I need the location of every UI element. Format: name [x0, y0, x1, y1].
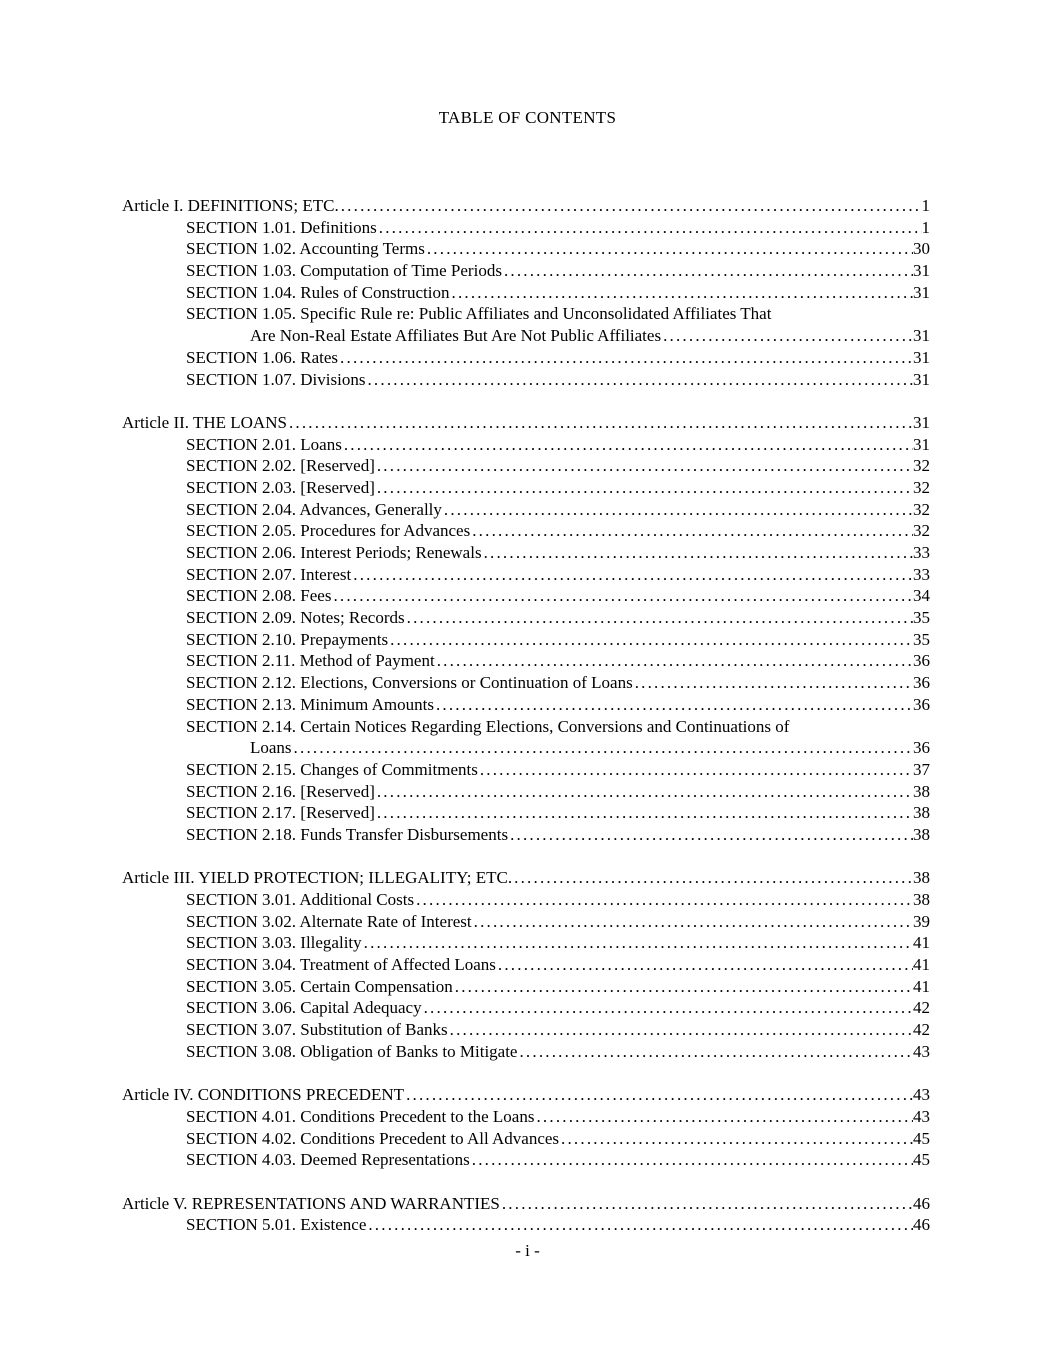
toc-entry-label: SECTION 3.04. Treatment of Affected Loans [186, 955, 496, 975]
toc-entry-label: Article I. DEFINITIONS; ETC. [122, 196, 339, 215]
toc-section-entry [122, 520, 930, 542]
toc-section-entry [122, 260, 930, 282]
toc-section-entry [122, 824, 930, 846]
toc-entry-page: 43 [913, 1041, 930, 1061]
toc-section-entry [122, 911, 930, 933]
toc-entry-label: SECTION 4.03. Deemed Representations [186, 1150, 470, 1170]
toc-section-entry [122, 1214, 930, 1236]
toc-entry-page: 32 [913, 456, 930, 476]
toc-entry-label: SECTION 2.15. Changes of Commitments [186, 759, 478, 779]
dot-leader [512, 867, 913, 889]
toc-entry-label: SECTION 1.03. Computation of Time Periods [186, 261, 502, 281]
toc-section-entry [122, 1128, 930, 1150]
dot-leader [425, 238, 913, 260]
dot-leader [405, 607, 913, 629]
toc-entry-label: SECTION 3.08. Obligation of Banks to Mitigate [186, 1041, 518, 1061]
toc-entry-label: SECTION 2.01. Loans [186, 434, 342, 454]
dot-leader [365, 369, 913, 391]
toc-entry-label: SECTION 1.05. Specific Rule re: Public Affiliates and Unconsolidated Affiliates That [186, 304, 772, 324]
dot-leader [496, 954, 913, 976]
toc-entry-page: 1 [921, 217, 930, 237]
toc-entry-label: SECTION 3.02. Alternate Rate of Interest [186, 911, 472, 931]
dot-leader [534, 1106, 913, 1128]
toc-section-entry [122, 997, 930, 1019]
toc-entry-label: SECTION 2.18. Funds Transfer Disbursements [186, 824, 509, 844]
toc-entry-label: SECTION 2.04. Advances, Generally [186, 499, 442, 519]
toc-entry-page: 32 [913, 499, 930, 519]
toc-entry-page: 31 [913, 261, 930, 281]
toc-entry-label: SECTION 3.05. Certain Compensation [186, 976, 453, 996]
toc-entry-page: 38 [913, 890, 930, 909]
toc-entry-label: SECTION 2.06. Interest Periods; Renewals [186, 543, 482, 562]
toc-entry-label: SECTION 1.06. Rates [186, 347, 339, 367]
footer-page-number: - i - [515, 1241, 540, 1260]
toc-entry-label: SECTION 2.08. Fees [186, 586, 332, 606]
dot-leader [517, 1041, 913, 1063]
toc-entry-page: 1 [921, 196, 930, 215]
toc-section-entry [122, 716, 930, 738]
dot-leader [351, 564, 913, 586]
toc-entry-label: SECTION 1.01. Definitions [186, 217, 377, 237]
toc-entry-label: SECTION 1.07. Divisions [186, 369, 366, 389]
dot-leader [422, 997, 913, 1019]
dot-leader [450, 282, 914, 304]
dot-leader [388, 629, 913, 651]
toc-entry-page: 42 [913, 1020, 930, 1040]
toc-entry-page: 31 [913, 369, 930, 389]
toc-entry-page: 43 [913, 1085, 930, 1105]
toc-section-entry [122, 781, 930, 803]
toc-section-entry [122, 1106, 930, 1128]
toc-section-entry [122, 238, 930, 260]
toc-entry-label: SECTION 5.01. Existence [186, 1215, 367, 1235]
toc-entry-label: SECTION 2.03. [Reserved] [186, 477, 375, 497]
toc-entry-label: SECTION 3.01. Additional Costs [186, 890, 415, 909]
dot-leader [375, 455, 913, 477]
dot-leader [434, 694, 913, 716]
toc-article-entry [122, 867, 930, 889]
toc-entry-page: 43 [913, 1106, 930, 1126]
toc-entry-label: SECTION 2.09. Notes; Records [186, 608, 405, 628]
toc-section-entry [122, 282, 930, 304]
toc-entry-page: 31 [913, 434, 930, 454]
toc-section-entry [122, 585, 930, 607]
dot-leader [339, 195, 922, 217]
dot-leader [559, 1128, 913, 1150]
toc-entry-label: SECTION 2.13. Minimum Amounts [186, 694, 434, 714]
toc-entry-label: SECTION 2.16. [Reserved] [186, 781, 375, 801]
toc-section-entry [122, 477, 930, 499]
toc-section-entry [122, 1019, 930, 1041]
toc-entry-page: 41 [913, 976, 930, 996]
toc-article-entry [122, 412, 930, 434]
toc-section-entry [122, 672, 930, 694]
toc-section-entry [122, 759, 930, 781]
toc-entry-page: 30 [913, 239, 930, 259]
toc-entry-page: 31 [913, 347, 930, 367]
toc-section-entry [122, 1041, 930, 1063]
toc-entry-label: SECTION 2.12. Elections, Conversions or Continuation of Loans [186, 673, 633, 693]
dot-leader [414, 889, 913, 911]
toc-entry-page: 32 [913, 477, 930, 497]
toc-entry-page: 37 [913, 759, 930, 779]
dot-leader [633, 672, 913, 694]
table-of-contents [122, 195, 930, 1236]
dot-leader [442, 499, 913, 521]
toc-section-entry [122, 303, 930, 325]
dot-leader [375, 802, 913, 824]
page-title: TABLE OF CONTENTS [438, 108, 617, 127]
toc-entry-page: 35 [913, 629, 930, 649]
dot-leader [342, 434, 913, 456]
toc-entry-page: 34 [913, 586, 930, 606]
dot-leader [362, 932, 913, 954]
toc-entry-label: SECTION 2.02. [Reserved] [186, 456, 375, 476]
dot-leader [470, 520, 913, 542]
toc-entry-page: 36 [913, 738, 930, 758]
toc-entry-page: 36 [913, 651, 930, 671]
toc-entry-page: 31 [913, 412, 930, 432]
toc-section-entry [122, 889, 930, 911]
toc-entry-label: SECTION 3.03. Illegality [186, 933, 362, 953]
dot-leader [470, 1149, 913, 1171]
toc-entry-label: SECTION 2.14. Certain Notices Regarding Elections, Conversions and Continuations of [186, 716, 790, 736]
toc-article-entry [122, 1193, 930, 1215]
toc-entry-page: 46 [913, 1215, 930, 1235]
toc-section-entry [122, 694, 930, 716]
dot-leader [508, 824, 913, 846]
toc-section-entry [122, 434, 930, 456]
dot-leader [453, 976, 913, 998]
toc-section-entry [122, 932, 930, 954]
toc-entry-label: Article IV. CONDITIONS PRECEDENT [122, 1085, 405, 1105]
dot-leader [435, 650, 913, 672]
dot-leader [331, 585, 913, 607]
dot-leader [375, 781, 913, 803]
toc-entry-page: 41 [913, 955, 930, 975]
toc-entry-page: 36 [913, 673, 930, 693]
dot-leader [478, 759, 913, 781]
toc-entry-page: 35 [913, 608, 930, 628]
toc-entry-page: 36 [913, 694, 930, 714]
dot-leader [377, 217, 922, 239]
toc-entry-label: SECTION 3.07. Substitution of Banks [186, 1020, 448, 1040]
toc-entry-page: 46 [913, 1193, 930, 1213]
toc-entry-label: SECTION 2.05. Procedures for Advances [186, 521, 471, 541]
toc-entry-page: 42 [913, 998, 930, 1018]
dot-leader [472, 911, 913, 933]
toc-section-entry [122, 954, 930, 976]
toc-section-entry [122, 976, 930, 998]
toc-section-entry [122, 650, 930, 672]
toc-entry-label: Article II. THE LOANS [122, 412, 287, 432]
toc-article-entry [122, 195, 930, 217]
toc-section-entry [122, 607, 930, 629]
toc-article-entry [122, 1084, 930, 1106]
dot-leader [502, 260, 913, 282]
toc-entry-page: 33 [913, 543, 930, 562]
dot-leader [366, 1214, 913, 1236]
toc-section-entry [122, 564, 930, 586]
dot-leader [375, 477, 913, 499]
toc-section-entry [122, 369, 930, 391]
toc-entry-label: SECTION 2.07. Interest [186, 564, 352, 584]
toc-entry-label: Loans [250, 738, 292, 758]
dot-leader [404, 1084, 913, 1106]
dot-leader [482, 542, 913, 564]
toc-entry-page: 38 [913, 868, 930, 888]
toc-entry-label: SECTION 2.11. Method of Payment [186, 651, 435, 671]
toc-entry-page: 32 [913, 521, 930, 541]
dot-leader [287, 412, 913, 434]
toc-entry-label: Article V. REPRESENTATIONS AND WARRANTIES [122, 1193, 500, 1213]
toc-section-entry [122, 629, 930, 651]
toc-section-entry [122, 802, 930, 824]
toc-section-continuation [122, 325, 930, 347]
dot-leader [292, 737, 913, 759]
toc-entry-page: 31 [913, 282, 930, 302]
toc-entry-label: SECTION 1.02. Accounting Terms [186, 239, 425, 259]
toc-entry-page: 45 [913, 1128, 930, 1148]
toc-entry-page: 31 [913, 326, 930, 346]
toc-entry-label: SECTION 4.01. Conditions Precedent to the Loans [186, 1106, 535, 1126]
toc-entry-label: SECTION 3.06. Capital Adequacy [186, 998, 422, 1018]
toc-section-continuation [122, 737, 930, 759]
dot-leader [338, 347, 913, 369]
toc-section-entry [122, 217, 930, 239]
toc-section-entry [122, 499, 930, 521]
toc-entry-page: 38 [913, 824, 930, 844]
toc-section-entry [122, 1149, 930, 1171]
dot-leader [661, 325, 913, 347]
toc-entry-label: SECTION 2.10. Prepayments [186, 629, 389, 649]
toc-entry-page: 41 [913, 933, 930, 953]
toc-entry-page: 39 [913, 911, 930, 931]
toc-entry-page: 38 [913, 803, 930, 823]
toc-entry-label: SECTION 4.02. Conditions Precedent to All Advances [186, 1128, 560, 1148]
toc-entry-label: SECTION 1.04. Rules of Construction [186, 282, 450, 302]
toc-section-entry [122, 455, 930, 477]
toc-section-entry [122, 347, 930, 369]
toc-entry-page: 33 [913, 564, 930, 584]
dot-leader [500, 1193, 913, 1215]
toc-entry-label: SECTION 2.17. [Reserved] [186, 803, 375, 823]
toc-entry-label: Article III. YIELD PROTECTION; ILLEGALITY; ETC. [122, 868, 513, 888]
toc-section-entry [122, 542, 930, 564]
toc-entry-label: Are Non-Real Estate Affiliates But Are Not Public Affiliates [250, 326, 662, 346]
toc-entry-page: 38 [913, 781, 930, 801]
dot-leader [448, 1019, 913, 1041]
toc-entry-page: 45 [913, 1150, 930, 1170]
